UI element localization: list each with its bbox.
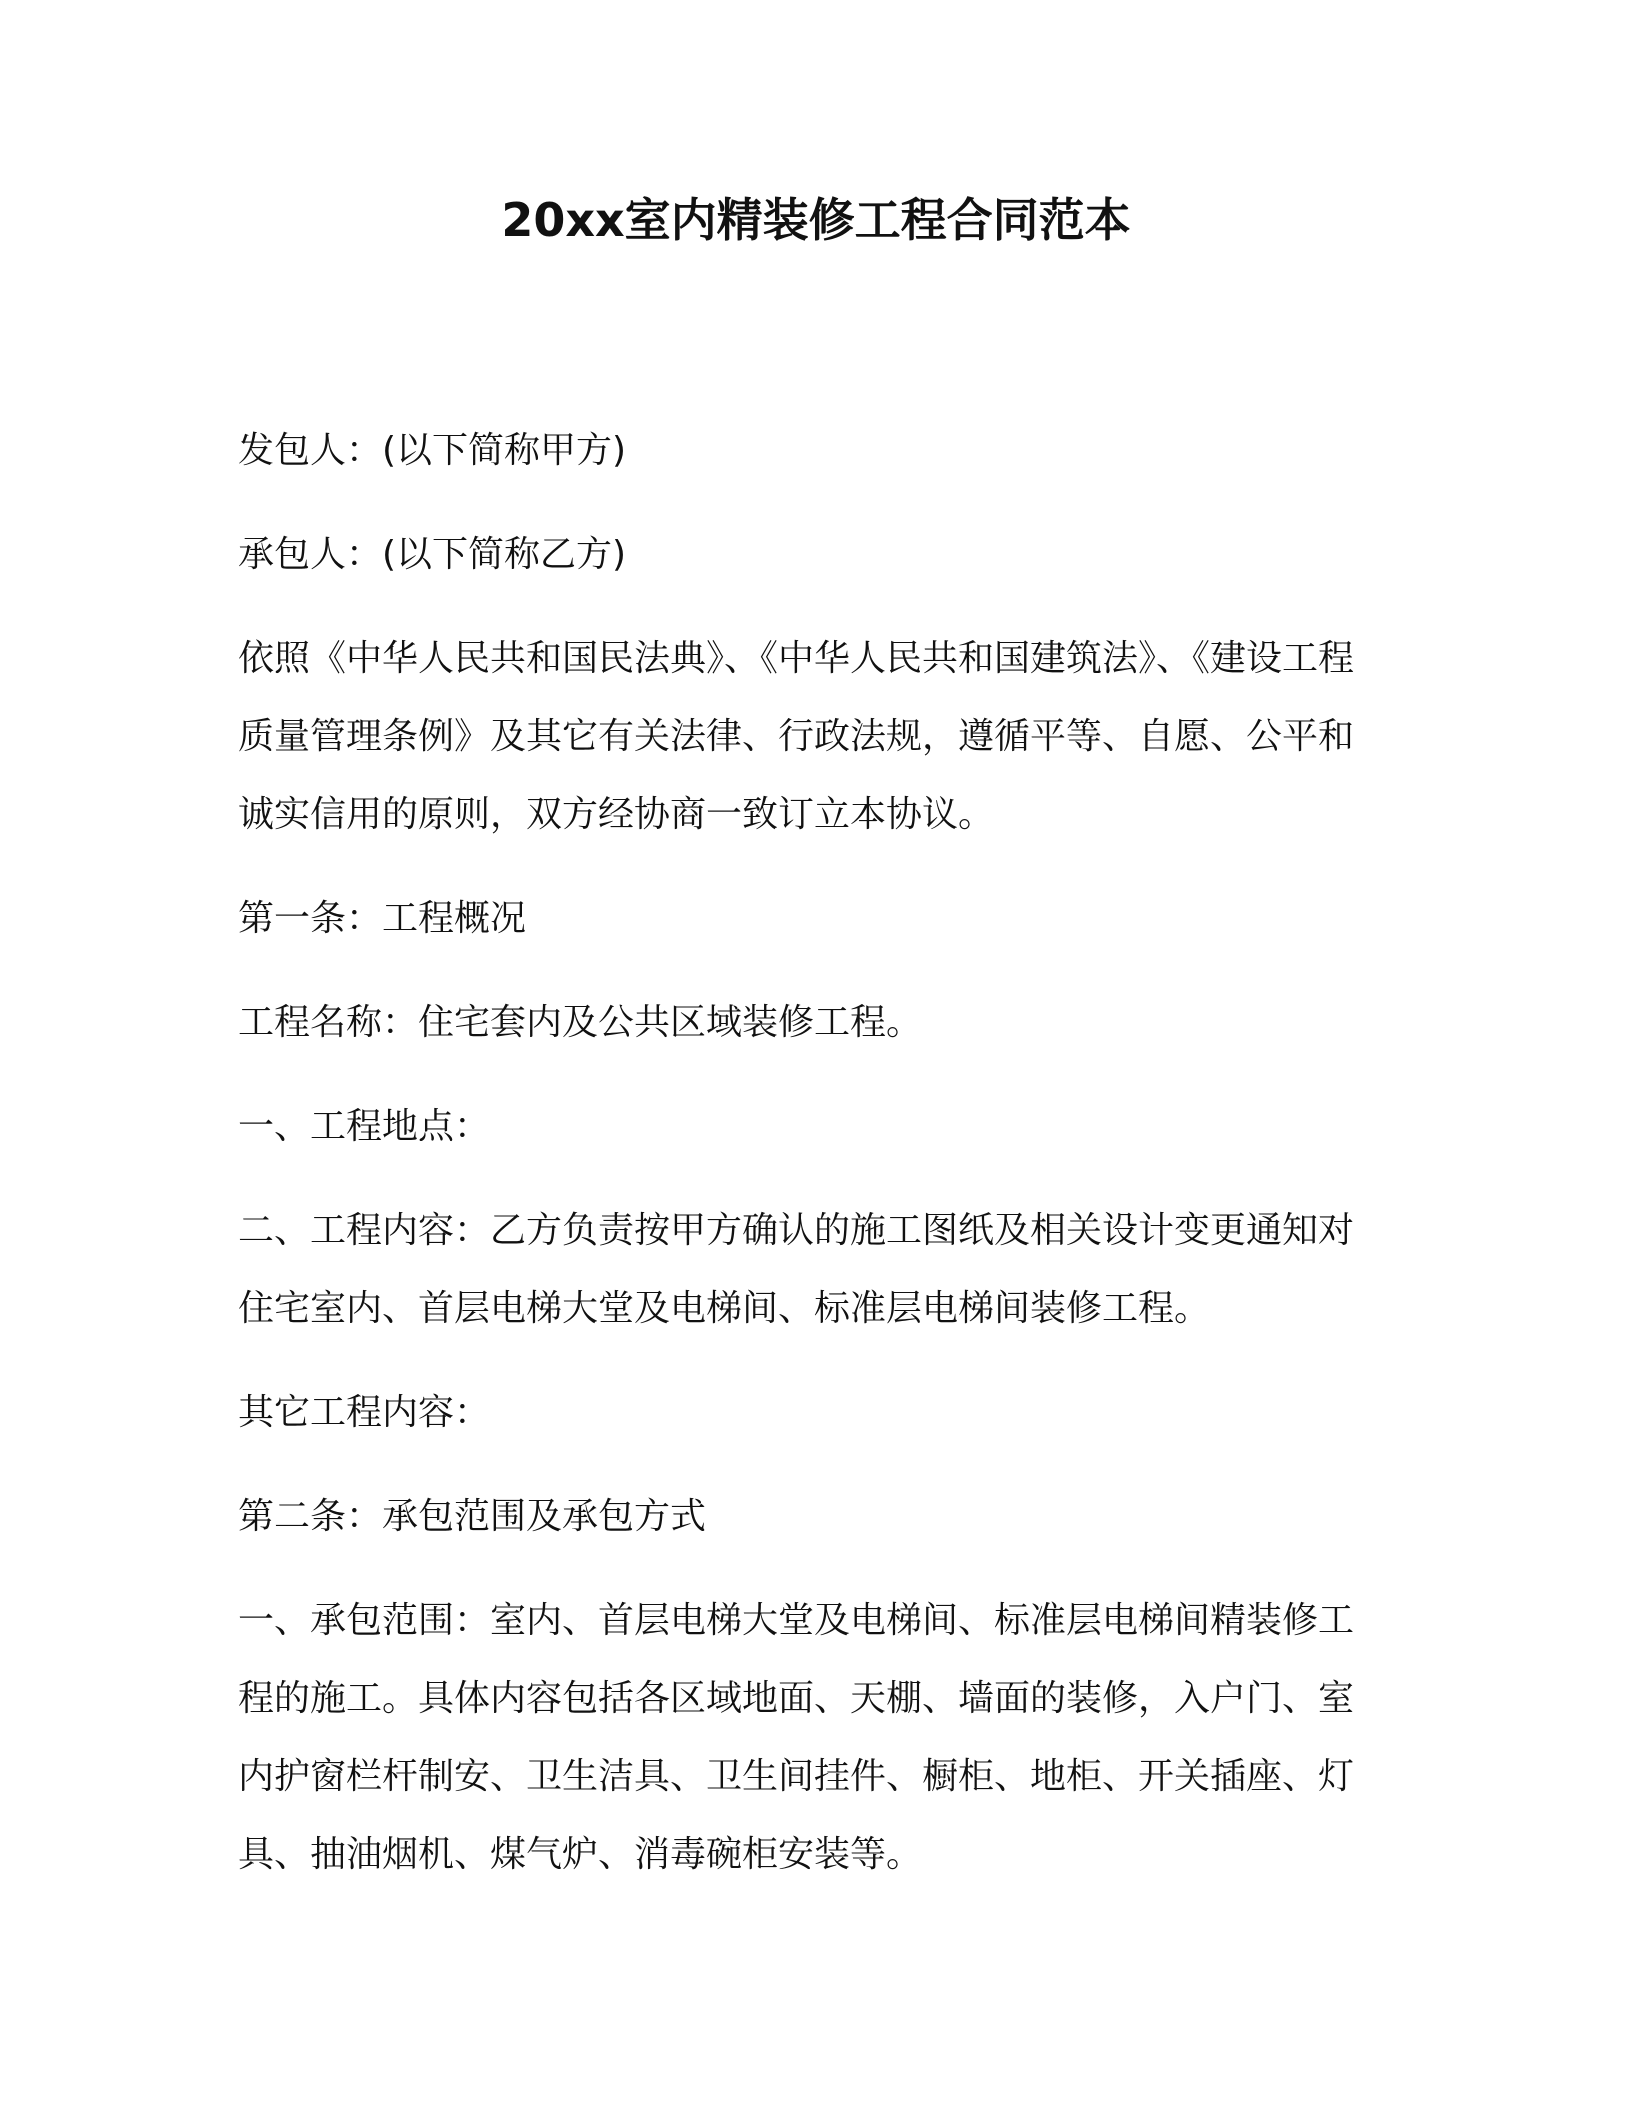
preamble-paragraph: 依照《中华人民共和国民法典》、《中华人民共和国建筑法》、《建设工程质量管理条例》及其它有关法律、行政法规，遵循平等、自愿、公平和诚实信用的原则，双方经协商一致订立本协议。 — [238, 638, 1355, 835]
project-content-paragraph: 二、工程内容：乙方负责按甲方确认的施工图纸及相关设计变更通知对住宅室内、首层电梯大堂及电梯间、标准层电梯间装修工程。 — [238, 1210, 1355, 1329]
document-body — [238, 412, 1358, 1920]
article-1-heading: 第一条：工程概况 — [238, 898, 527, 939]
party-b-line: 承包人：(以下简称乙方) — [238, 534, 627, 575]
other-content-line: 其它工程内容： — [238, 1392, 491, 1433]
scope-paragraph: 一、承包范围：室内、首层电梯大堂及电梯间、标准层电梯间精装修工程的施工。具体内容包括各区域地面、天棚、墙面的装修，入户门、室内护窗栏杆制安、卫生洁具、卫生间挂件、橱柜、地柜、开关插座、灯具、抽油烟机、煤气炉、消毒碗柜安装等。 — [238, 1600, 1355, 1875]
article-2-heading: 第二条：承包范围及承包方式 — [238, 1496, 707, 1537]
document-title: 20xx室内精装修工程合同范本 — [501, 193, 1131, 247]
party-a-line: 发包人：(以下简称甲方) — [238, 430, 627, 471]
project-name-line: 工程名称：住宅套内及公共区域装修工程。 — [238, 1002, 923, 1043]
project-location-line: 一、工程地点： — [238, 1106, 491, 1147]
